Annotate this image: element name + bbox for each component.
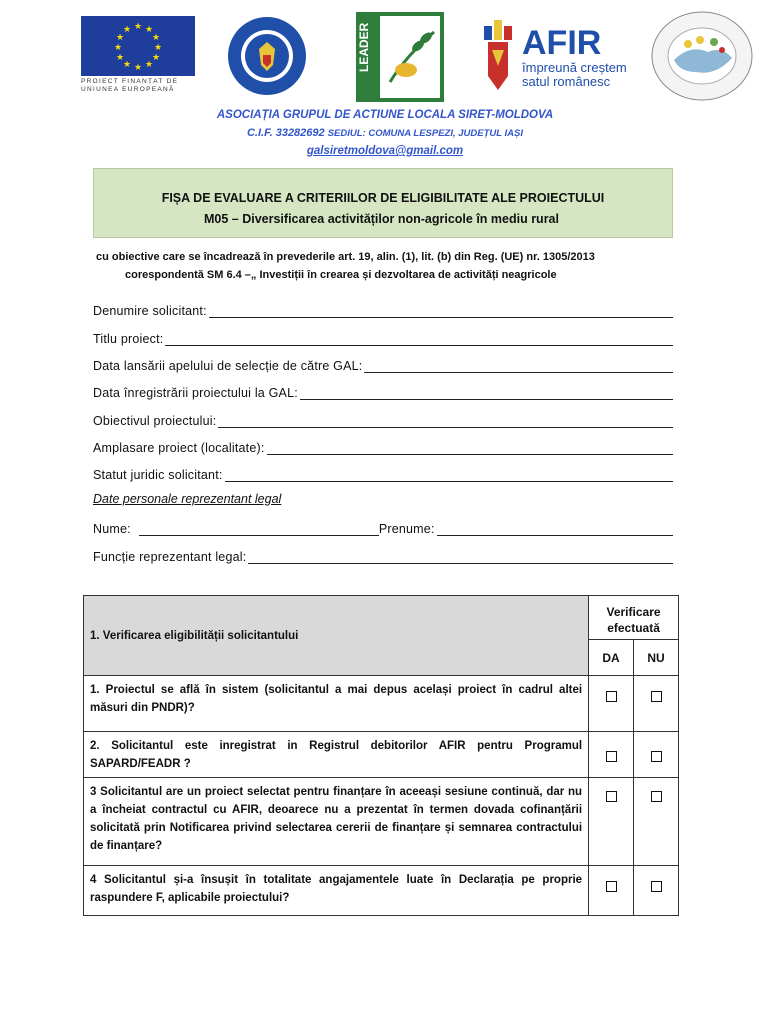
name-field[interactable]: [93, 518, 673, 536]
leader-logo: [356, 12, 444, 102]
first-name-label: Nume:: [93, 522, 131, 536]
seat: SEDIUL: COMUNA LESPEZI, JUDEȚUL IAȘI: [327, 128, 524, 139]
objective-field[interactable]: [93, 410, 673, 428]
last-name-line[interactable]: [437, 523, 673, 536]
checkbox-yes-4[interactable]: [606, 881, 617, 892]
association-name: ASOCIAȚIA GRUPUL DE ACTIUNE LOCALA SIRET-MOLDOVA: [216, 109, 554, 121]
eu-caption: PROIECT FINANȚAT DE UNIUNEA EUROPEANĂ: [81, 78, 179, 93]
call-date-label: Data lansării apelului de selecție de către GAL:: [93, 359, 363, 373]
svg-text:★: ★: [133, 62, 143, 72]
location-line[interactable]: [267, 442, 673, 455]
title-box: [93, 168, 673, 238]
table-row: [84, 778, 679, 866]
afir-logo: [482, 16, 632, 98]
svg-text:★: ★: [153, 42, 163, 52]
registration-date-field[interactable]: [93, 382, 673, 400]
checkbox-no-1[interactable]: [651, 691, 662, 702]
logos-row: [0, 0, 770, 110]
checkbox-no-2[interactable]: [651, 751, 662, 762]
document-title: FIȘA DE EVALUARE A CRITERIILOR DE ELIGIBILITATE ALE PROIECTULUI: [161, 191, 605, 205]
objectives-line-2: corespondentă SM 6.4 –„ Investiții în crearea și dezvoltarea de activități neagricole: [125, 269, 557, 281]
legal-rep-heading: Date personale reprezentant legal: [93, 492, 282, 506]
association-details: [0, 127, 770, 139]
verification-header: Verificare efectuată: [589, 596, 679, 640]
svg-text:★: ★: [133, 21, 143, 31]
checkbox-no-4[interactable]: [651, 881, 662, 892]
project-title-line[interactable]: [165, 333, 673, 346]
function-label: Funcție reprezentant legal:: [93, 550, 247, 564]
table-row: [84, 732, 679, 778]
first-name-line[interactable]: [139, 523, 379, 536]
measure-title: M05 – Diversificarea activităților non-agricole în mediu rural: [204, 212, 559, 226]
svg-text:★: ★: [113, 42, 123, 52]
objective-line[interactable]: [218, 415, 673, 428]
svg-text:★: ★: [151, 32, 161, 42]
objectives-line-1: cu obiective care se încadrează în prevederile art. 19, alin. (1), lit. (b) din Reg. (UE) nr. 1305/2013: [96, 251, 595, 263]
call-date-line[interactable]: [364, 360, 673, 373]
last-name-label: Prenume:: [378, 522, 435, 536]
applicant-name-field[interactable]: [93, 300, 673, 318]
registration-date-line[interactable]: [300, 387, 673, 400]
afir-name: AFIR: [522, 24, 602, 62]
legal-status-label: Statut juridic solicitant:: [93, 468, 223, 482]
svg-text:★: ★: [122, 24, 132, 34]
function-field[interactable]: [93, 546, 673, 564]
project-title-label: Titlu proiect:: [93, 332, 164, 346]
svg-text:★: ★: [144, 24, 154, 34]
afir-slogan-2: satul românesc: [522, 74, 611, 89]
gal-seal-logo: [650, 10, 754, 102]
objective-label: Obiectivul proiectului:: [93, 414, 217, 428]
question-2: 2. Solicitantul este inregistrat in Registrul debitorilor AFIR pentru Programul SAPARD/FEADR ?: [84, 732, 589, 778]
checkbox-yes-2[interactable]: [606, 751, 617, 762]
eu-flag-logo: [81, 16, 195, 94]
eligibility-table: [83, 595, 679, 916]
call-date-field[interactable]: [93, 355, 673, 373]
section-title: 1. Verificarea eligibilității solicitantului: [84, 596, 589, 676]
svg-text:★: ★: [115, 52, 125, 62]
applicant-name-label: Denumire solicitant:: [93, 304, 207, 318]
function-line[interactable]: [248, 551, 673, 564]
yes-header: DA: [589, 640, 634, 676]
table-row: [84, 676, 679, 732]
svg-text:★: ★: [144, 59, 154, 69]
legal-status-line[interactable]: [225, 469, 673, 482]
table-row: [84, 866, 679, 916]
svg-text:★: ★: [151, 52, 161, 62]
eu-flag: [81, 16, 195, 76]
question-3: 3 Solicitantul are un proiect selectat pentru finanțare în aceeași sesiune continuă, dar nu a încheiat contractul cu AFIR, deoarece nu a prezentat în termen dovada cofinanțării solicitată prin Notificarea privind selectarea cererii de finanțare și semnarea contractului de finanțare?: [84, 778, 589, 866]
government-logo: [226, 15, 308, 97]
location-field[interactable]: [93, 437, 673, 455]
question-1: 1. Proiectul se află în sistem (solicitantul a mai depus același proiect în cadrul altei măsuri din PNDR)?: [84, 676, 589, 732]
no-header: NU: [634, 640, 679, 676]
checkbox-yes-3[interactable]: [606, 791, 617, 802]
cif: C.I.F. 33282692: [246, 127, 325, 139]
email-link[interactable]: galsiretmoldova@gmail.com: [306, 145, 464, 157]
project-title-field[interactable]: [93, 328, 673, 346]
svg-text:★: ★: [122, 59, 132, 69]
location-label: Amplasare proiect (localitate):: [93, 441, 265, 455]
checkbox-yes-1[interactable]: [606, 691, 617, 702]
afir-slogan-1: împreună creștem: [522, 60, 627, 75]
svg-text:★: ★: [115, 32, 125, 42]
checkbox-no-3[interactable]: [651, 791, 662, 802]
registration-date-label: Data înregistrării proiectului la GAL:: [93, 386, 298, 400]
applicant-name-line[interactable]: [209, 305, 673, 318]
legal-status-field[interactable]: [93, 464, 673, 482]
svg-text:LEADER: LEADER: [357, 22, 371, 72]
question-4: 4 Solicitantul și-a însușit în totalitate angajamentele luate în Declarația pe proprie raspundere F, aplicabile proiectului?: [84, 866, 589, 916]
table-header-row: [84, 596, 679, 640]
